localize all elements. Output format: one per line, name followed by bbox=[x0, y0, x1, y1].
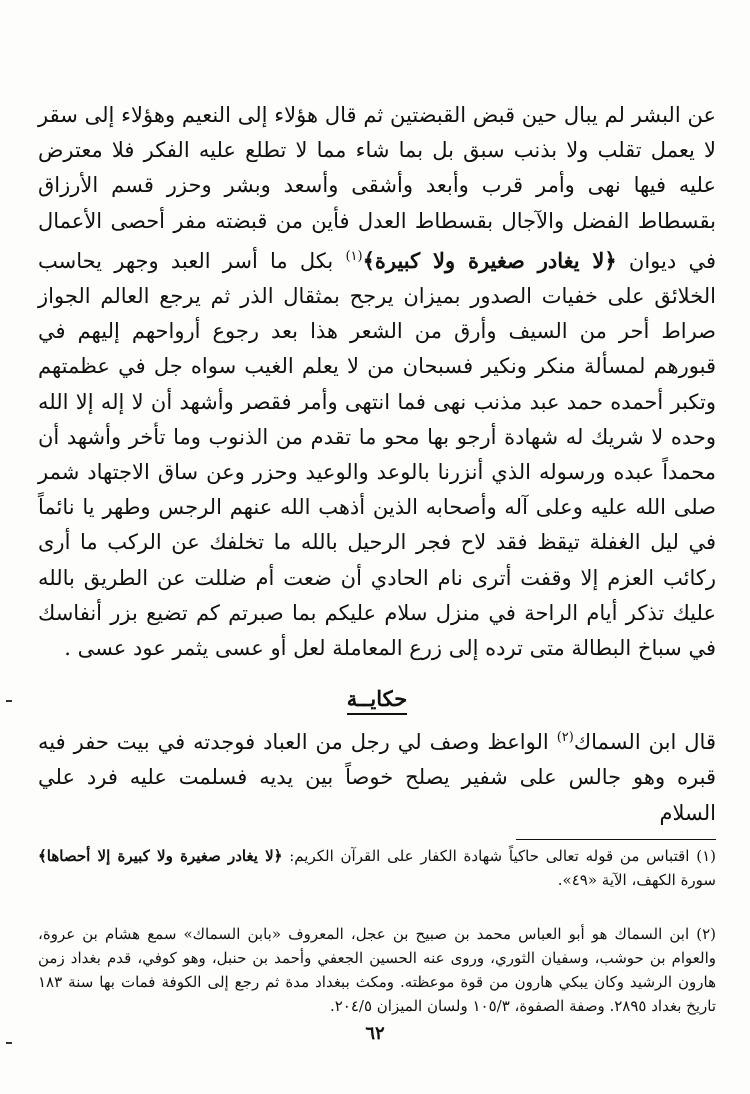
footnote-1 bbox=[38, 844, 716, 892]
story-paragraph bbox=[38, 720, 716, 831]
footnote-ref-2[interactable]: (٢) bbox=[556, 730, 574, 746]
section-heading: حكايــة bbox=[38, 684, 716, 714]
main-text-part-2: بكل ما أسر العبد وجهر يحاسب الخلائق على خفيات الصدور بميزان يرجح بمثقال الذر ثم يرجع العالم الجواز صراط أحر من السيف وأرق من الشعر هذا بعد رجوع أرواحهم إليهم في قبورهم لمسألة منكر ونكير فسبحان من لا يعلم الغيب سواه جل في عظمتهم وتكبر أحمده حمد عبد مذنب نهى فما انتهى وأمر فقصر وأشهد أن لا إله إلا الله وحده لا شريك له شهادة أرجو بها محو ما تقدم من الذنوب وما تأخر وأشهد أن محمداً عبده ورسوله الذي أنزرنا بالوعد والوعيد وحزر وعن ساق الاجتهاد شمر صلى الله عليه وعلى آله وأصحابه الذين أذهب الله عنهم الرجس وطهر يا نائماً في ليل الغفلة تيقظ فقد لاح فجر الرحيل بالله ما تخلفك عن الركب ما أرى ركائب العزم إلا وقفت أترى نام الحادي أن ضعت أم ضللت عن الطريق بالله عليك تذكر أيام الراحة في منزل سلام عليكم بما صبرتم كم تضيع بزر أنفاسك في سباخ البطالة متى ترده إلى زرع المعاملة لعل أو عسى يثمر عود عسى . bbox=[38, 248, 717, 661]
margin-mark bbox=[6, 1042, 12, 1044]
page-content bbox=[38, 98, 716, 1018]
footnote-1-suffix: سورة الكهف، الآية «٤٩». bbox=[557, 870, 716, 889]
main-paragraph bbox=[38, 98, 716, 666]
footnote-1-quote: ﴿لا يغادر صغيرة ولا كبيرة إلا أحصاها﴾ bbox=[38, 846, 283, 865]
margin-mark bbox=[6, 700, 12, 702]
footnote-1-prefix: (١) اقتباس من قوله تعالى حاكياً شهادة الكفار على القرآن الكريم: bbox=[289, 846, 716, 865]
page-number: ٦٢ bbox=[365, 1023, 385, 1044]
footnote-divider bbox=[516, 839, 716, 840]
footnote-ref-1[interactable]: (١) bbox=[345, 248, 363, 264]
story-text-part-1: قال ابن السماك bbox=[573, 730, 716, 755]
main-text-part-1: عن البشر لم يبال حين قبض القبضتين ثم قال هؤلاء إلى النعيم وهؤلاء إلى سقر لا يعمل تقلب ولا بذنب سبق بل بما شاء مما لا تطلع عليه الفكر فلا معترض عليه فيها نهى وأمر قرب وأبعد وأشقى وأسعد وبشر وحزر قسم الأرزاق بقسطاط الفضل والآجال بقسطاط العدل فأين من قبضته مفر أحصى الأعمال في ديوان bbox=[38, 103, 716, 273]
story-text-part-2: الواعظ وصف لي رجل من العباد فوجدته في بيت حفر فيه قبره وهو جالس على شفير يصلح خوصاً بين يديه فسلمت عليه فرد علي السلام bbox=[38, 730, 716, 825]
quran-quote: ﴿لا يغادر صغيرة ولا كبيرة﴾ bbox=[362, 247, 617, 273]
footnote-2: (٢) ابن السماك هو أبو العباس محمد بن صبيح بن عجل، المعروف «بابن السماك» سمع هشام بن عروة، والعوام بن حوشب، وسفيان الثوري، وروى عنه الحسين الجعفي وأحمد بن حنبل، وهو كوفي، قدم بغداد زمن هارون الرشيد وكان يبكي هارون من قوة موعظته. ومكث ببغداد مدة ثم رجع إلى الكوفة فمات بها سنة ١٨٣ تاريخ بغداد ٢٨٩٥. وصفة الصفوة، ١٠٥/٣ ولسان الميزان ٢٠٤/٥. bbox=[38, 924, 716, 1015]
